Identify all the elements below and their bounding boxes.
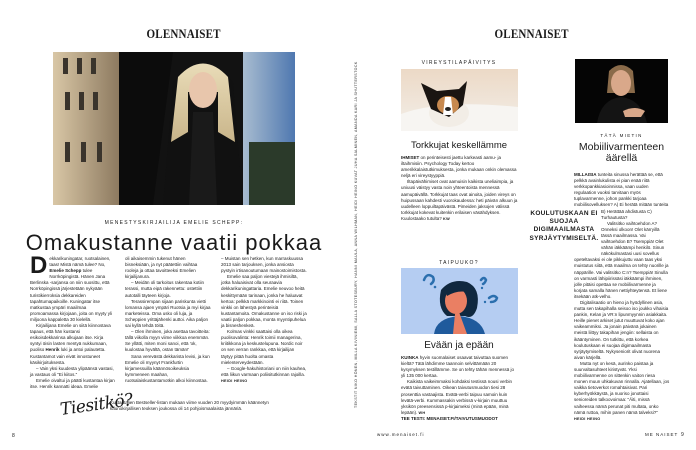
paragraph: Digitalisaatio on hieno ja hyödyllinen asia, mutta sen takapihalla seisoo iso joukko vihaisia pankin, Kelan ja VR:n lipunmyynnin asiakkaita. Heille pienet arkiset jutut muuttuvat koko ajan vaikeammiksi. Ja jonain päivänä jokainen meistä liittyy takapihan jengiin: sellaista on ikääntyminen. On tutkittu, että korkea koulutuskaan ei suojaa digimaailmasta syrjäytymiseltä. Nykyseniorit olivat nuorena aivan kärjellä. xyxy=(574,299,669,360)
paragraph: Mutta nyt on kesä, aurinko paistaa ja suurvaltasuhteet kiristyvät. Yksi mobiilivarmenne on sittenkin vaiton riesa monen muun uhkakuvan rinnalla. Ajatellaan, jos vaikka tietoverkot romahtaisivat. Pari kyberhyökkäystä, ja nuoriso jonottaisi senioreiden talkoovoimaa: "Äiti, missä vaiheessa nämä perunat piti multata, onko nämä ruttoa, mihin panen nämä talveksi?" HEIDI HEINO xyxy=(574,360,670,421)
paragraph: Kolmas vinkki saattaisi olla oikea puolisovalinta: Henrik toimii managerina, kriitikkona ja keskustelupuna. Nordic noir on sen verran rankkaa, että kirjailijan täytyy pitää huolta omasta mielenterveydestään. xyxy=(221,329,303,365)
paragraph: Iltapäivähimiset ovat aamuisin kaikista uneliaimpia, ja uniuusi väistyy vasta noin yhteentoista mennessä aamupäivällä. Torkkujat taas ovat ainoita, joiden vireys on huipussaan kahdesti vuorokaudessa: heti päivän alkuun ja uudelleen loppuiltapäivästä. Pimeiden jaksojen välissä torkkujat kokevat kuitenkin erilaisen väsähdyksen. Kuulostaako tutulta? KW xyxy=(401,179,518,221)
author-photo-image xyxy=(53,52,295,205)
paragraph: MILLAISIA tunteita sinussa herättää se, että pelkkä avainlukulista ei pian enää riitä verkkopankkiasioinnissa, vaan uuden regulaation vuoksi tarvitaan myös tuplavarmenne, johon pankki tarjoaa mobiilisovelluksen? A) Ei herätä mitään tunteita B) Herättää ahdistusta C) Turhautusta? xyxy=(574,172,669,220)
page-number: 8 xyxy=(12,433,15,439)
article-column-1 xyxy=(30,252,116,390)
article-column-2 xyxy=(125,256,211,384)
byline: WH xyxy=(418,410,426,415)
paragraph: Emelie saa paljon viestejä ihmisiltä, jotka haluaisivat olla seuraavia dekkarikuningattaria. Emelie neuvoo heitä keskittymään tarinaan, jonka he haluavat kertoa: pelkkä markkinointi ei riitä. Toinen vinkki on lähestyä perinteisiä kustantamoita. Omakustanne on iso riski ja vaatii paljon pokkaa, monta myyntipuhelua ja bisneshenkeä. xyxy=(221,274,307,329)
grammar-kicker: TAIPUUKO? xyxy=(439,260,479,266)
drop-cap: D xyxy=(30,252,48,279)
paragraph: – Google-hakuhistoriani on niin kauhea, että liikun varmaan poliisitutkinnan rajoilla. HEIDI HEINO xyxy=(221,365,307,383)
byline: KW xyxy=(443,216,450,221)
grammar-body xyxy=(401,355,518,422)
website-url[interactable]: www.menaiset.fi xyxy=(377,432,425,437)
section-header: OLENNAISET xyxy=(146,26,221,41)
section-header: OLENNAISET xyxy=(494,26,569,41)
paragraph: Kaikista vaikeimmaksi kohdaksi testissä nousi verbin evätä taivuttaminen. Oikean taivutusmuodon tiesi 28 prosenttia vastaajista. Evätä-verbi taipuu samoin kuin levätä-verbi. Kummassakin verbissä v-kirjain muuttuu yksikön preesensissä p-kirjaimeksi (minä epään, minä lepään). WH xyxy=(401,379,513,415)
paragraph: Emelie oivaltui ja päätti kustantaa kirjan itse. Henrik kannatti ideaa. Emelie xyxy=(30,377,115,389)
test-link[interactable]: TEE TESTI: MENAISET.FI/TAIVUTUSMUODOT xyxy=(401,415,498,421)
author-photo xyxy=(53,52,295,205)
photo-credits: TEKSTIT NIKO HÖNEN, MILLA KIVINIEMI, SALLA STOTESBURY, HANNI MAULA, ANNA WILHMAN, HEIDI HEINO KUVAT JUHA SALMINEN, AMANDA KARI JA SHUTTERSTOCK xyxy=(354,61,358,408)
paragraph: IHMISET on perinteisesti jaettu karkeasti aamu- ja iltaihmisiin. Psychology Today kertoo amerikkalaistutkimuksesta, jonka mukaan onkin olemassa neljä eri vireystyyppiä. xyxy=(401,155,517,179)
grammar-title: Evään ja epään xyxy=(424,340,494,351)
page-number: 9 xyxy=(681,432,684,438)
paragraph: Sana verevästä dekkarista levisi, ja kun Emelie oli myynyt Frankfurtin kirjamessuilla käännösoikeuksia kymmeneen maahan, ruotsalaiskustantamotkin alkoi kiinnostaa. xyxy=(125,353,210,383)
column-title: Mobiilivarmenteen äärellä xyxy=(578,141,665,164)
thinking-woman-illustration xyxy=(401,268,518,334)
article-kicker: MENESTYSKIRJAILIJA EMELIE SCHEPP: xyxy=(104,220,244,226)
article-column-3 xyxy=(221,256,307,384)
column-kicker: TÄTÄ MIETIN xyxy=(600,133,643,138)
article-title: Omakustanne vaatii pokkaa xyxy=(25,230,323,255)
sleep-body xyxy=(401,155,518,222)
byline: HEIDI HEINO xyxy=(574,416,601,421)
paragraph: ekkarikuningatar, ruotsalainen, taas! Mistä nämä tulee? No, Emelie Schepp tulee Norrköpingistä. Hänen Jana Berlinska -sarjansa on niin suosittu, että Norrköpingissä järjestetään nykyään turistikierroksia dekkareiden tapahtumapaikoille. Kuningatar itse matkustaa ympäri maailmaa promoamassa kirjojaan, joita on myyty yli miljoona kappaletta 30 kielellä. xyxy=(30,256,113,322)
pull-quote: KOULUTUSKAAN EI SUOJAA DIGIMAAILMASTA SYRJÄYTYMISELTÄ. xyxy=(529,210,599,242)
paragraph: KUINKA hyvin suomalaiset osaavat taivuttaa suomen kieltä? Tätä lähdimme taannoin selvittämään 20 kysymyksen testillämme. Se on tehty tähän mennessä jo yli 135 000 kertaa. xyxy=(401,355,515,379)
paragraph: Terassirempan sijaan pariskunta vietti lomansa ajaen ympäri Ruotsia ja myi kirjaa marketeissa. Oma usko oli luja, ja Scheppien yrittäjähenki auttoi. Aika paljon sai kyllä tehdä töitä. xyxy=(125,298,211,329)
sleep-title: Torkkujat keskellämme xyxy=(410,140,508,151)
paragraph: Valitsitko vaihtoehdon A? Onneksi olkoon! Olet kärryillä tässä maailmassa. Vai vaihtoehdon B? Tsemppiä! Olet vähän iäkkäämpi henkilö. Sinun näkökulmastasi uusi sovellus opeteltavaksi ei ole pikkujuttu vaan taas yksi muistutus siitä, että maailma on tehty nuorille ja näppärille. Vai valitsitko C:n? Tsemppiä! Sinulla on varmasti lähipiirissäsi iäkkäämpi ihminen, jolle pitäisi opettaa se mobiilivarmenne ja korjata samalla hänen nettiyhteytensä. Et liene itsekään atk-velho. xyxy=(574,220,669,299)
paragraph: – Meidän oli tarkoitus rakentaa kotiin terassi, mutta eipä rakennettu: ostettiin autotalli täyteen kirjoja. xyxy=(125,280,205,298)
paragraph: Kirjailijana Emelie on siitä kiinnostava tapaus, että hän kustansi esikoisdekkarinsa alkujaan itse. Kirja syntyi öisin lasten mentyä nukkumaan, puoliso Henrik luki ja antoi palautetta. Kustantamot vain eivät innostuneet käsikirjoituksesta. xyxy=(30,323,111,365)
column-body xyxy=(574,172,670,422)
dog-photo xyxy=(401,69,518,131)
did-you-know-text: Kustantajien Bestseller-listan mukaan viime vuoden 20 myydyimmän käännetyn kaunokirjallisen teoksen joukossa oli 14 pohjoismaalaista jännäriä. xyxy=(110,400,269,412)
paragraph: – Vain yksi kuudesta ylipäänsä vastasi, ja vastaus oli "Ei kiitos." xyxy=(30,365,114,377)
sleep-kicker: VIREYSTILAPÄIVITYS xyxy=(421,60,497,66)
paragraph: oli aikaisemmin tukenut hänen bisneksiään, ja nyt päätettiin vaihtaa rooleja ja ottaa tavoitteeksi Emelien kirjailijanura. xyxy=(125,256,198,280)
paragraph: – Olen ihminen, joka asettaa tavoitteita: tällä viikolla myyn viime viikkoa enemmän. Se yllätti, miten moni sanoi, että 'ok, kuulostaa hyvältä, ostan tämän!' xyxy=(125,329,210,353)
did-you-know-label: Tiesitkö? xyxy=(58,390,135,420)
byline: HEIDI HEINO xyxy=(221,378,248,383)
paragraph: – Muistan sen hetken, kun marraskuussa 2013 sain tarjouksen, jonka ansiosta pystyin irtisanoutumaan mainostoimistosta. xyxy=(221,256,307,274)
columnist-photo xyxy=(575,59,668,123)
footer-brand: ME NAISET xyxy=(645,432,679,437)
